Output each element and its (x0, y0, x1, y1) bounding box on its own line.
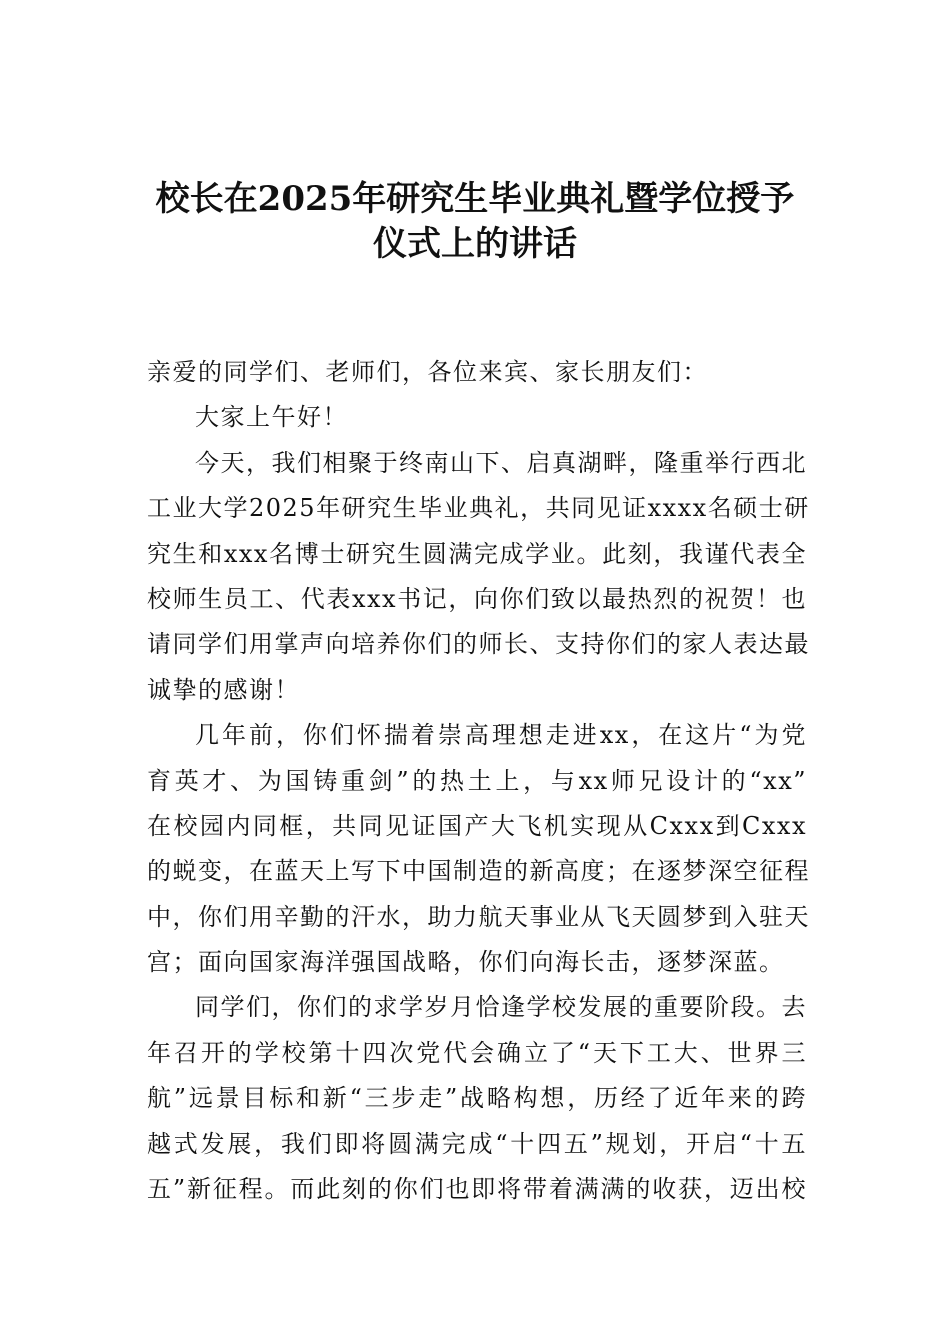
paragraph-2-line: 育英才、为国铸重剑”的热土上，与xx师兄设计的“xx” (147, 766, 807, 795)
paragraph-2-line: 中，你们用辛勤的汗水，助力航天事业从飞天圆梦到入驻天 (147, 902, 810, 931)
paragraph-1-line: 诚挚的感谢！ (147, 675, 300, 704)
paragraph-3-line: 越式发展，我们即将圆满完成“十四五”规划，开启“十五 (147, 1129, 807, 1158)
paragraph-1-line: 工业大学2025年研究生毕业典礼，共同见证xxxx名硕士研 (147, 494, 810, 523)
paragraph-2-line: 在校园内同框，共同见证国产大飞机实现从Cxxx到Cxxx (147, 811, 807, 840)
paragraph-3-line: 五”新征程。而此刻的你们也即将带着满满的收获，迈出校 (147, 1175, 807, 1204)
salutation: 亲爱的同学们、老师们，各位来宾、家长朋友们： (147, 358, 708, 386)
paragraph-1-line: 请同学们用掌声向培养你们的师长、支持你们的家人表达最 (147, 630, 810, 659)
paragraph-3-line: 航”远景目标和新“三步走”战略构想，历经了近年来的跨 (147, 1084, 807, 1113)
paragraph-3-line: 年召开的学校第十四次党代会确立了“天下工大、世界三 (147, 1038, 807, 1067)
paragraph-2-line: 的蜕变，在蓝天上写下中国制造的新高度；在逐梦深空征程 (147, 857, 810, 886)
paragraph-3-line: 同学们，你们的求学岁月恰逢学校发展的重要阶段。去 (195, 993, 807, 1022)
paragraph-2-line: 宫；面向国家海洋强国战略，你们向海长击，逐梦深蓝。 (147, 948, 785, 977)
paragraph-1-line: 究生和xxx名博士研究生圆满完成学业。此刻，我谨代表全 (147, 539, 807, 568)
paragraph-1-line: 校师生员工、代表xxx书记，向你们致以最热烈的祝贺！也 (147, 584, 807, 613)
greeting: 大家上午好！ (195, 403, 348, 432)
paragraph-2-line: 几年前，你们怀揣着崇高理想走进xx，在这片“为党 (195, 721, 807, 750)
document-title-line-2: 仪式上的讲话 (373, 224, 577, 264)
speech-body (147, 350, 810, 1212)
paragraph-1-line: 今天，我们相聚于终南山下、启真湖畔，隆重举行西北 (195, 448, 807, 477)
document-title-line-1: 校长在2025年研究生毕业典礼暨学位授予 (155, 179, 795, 219)
